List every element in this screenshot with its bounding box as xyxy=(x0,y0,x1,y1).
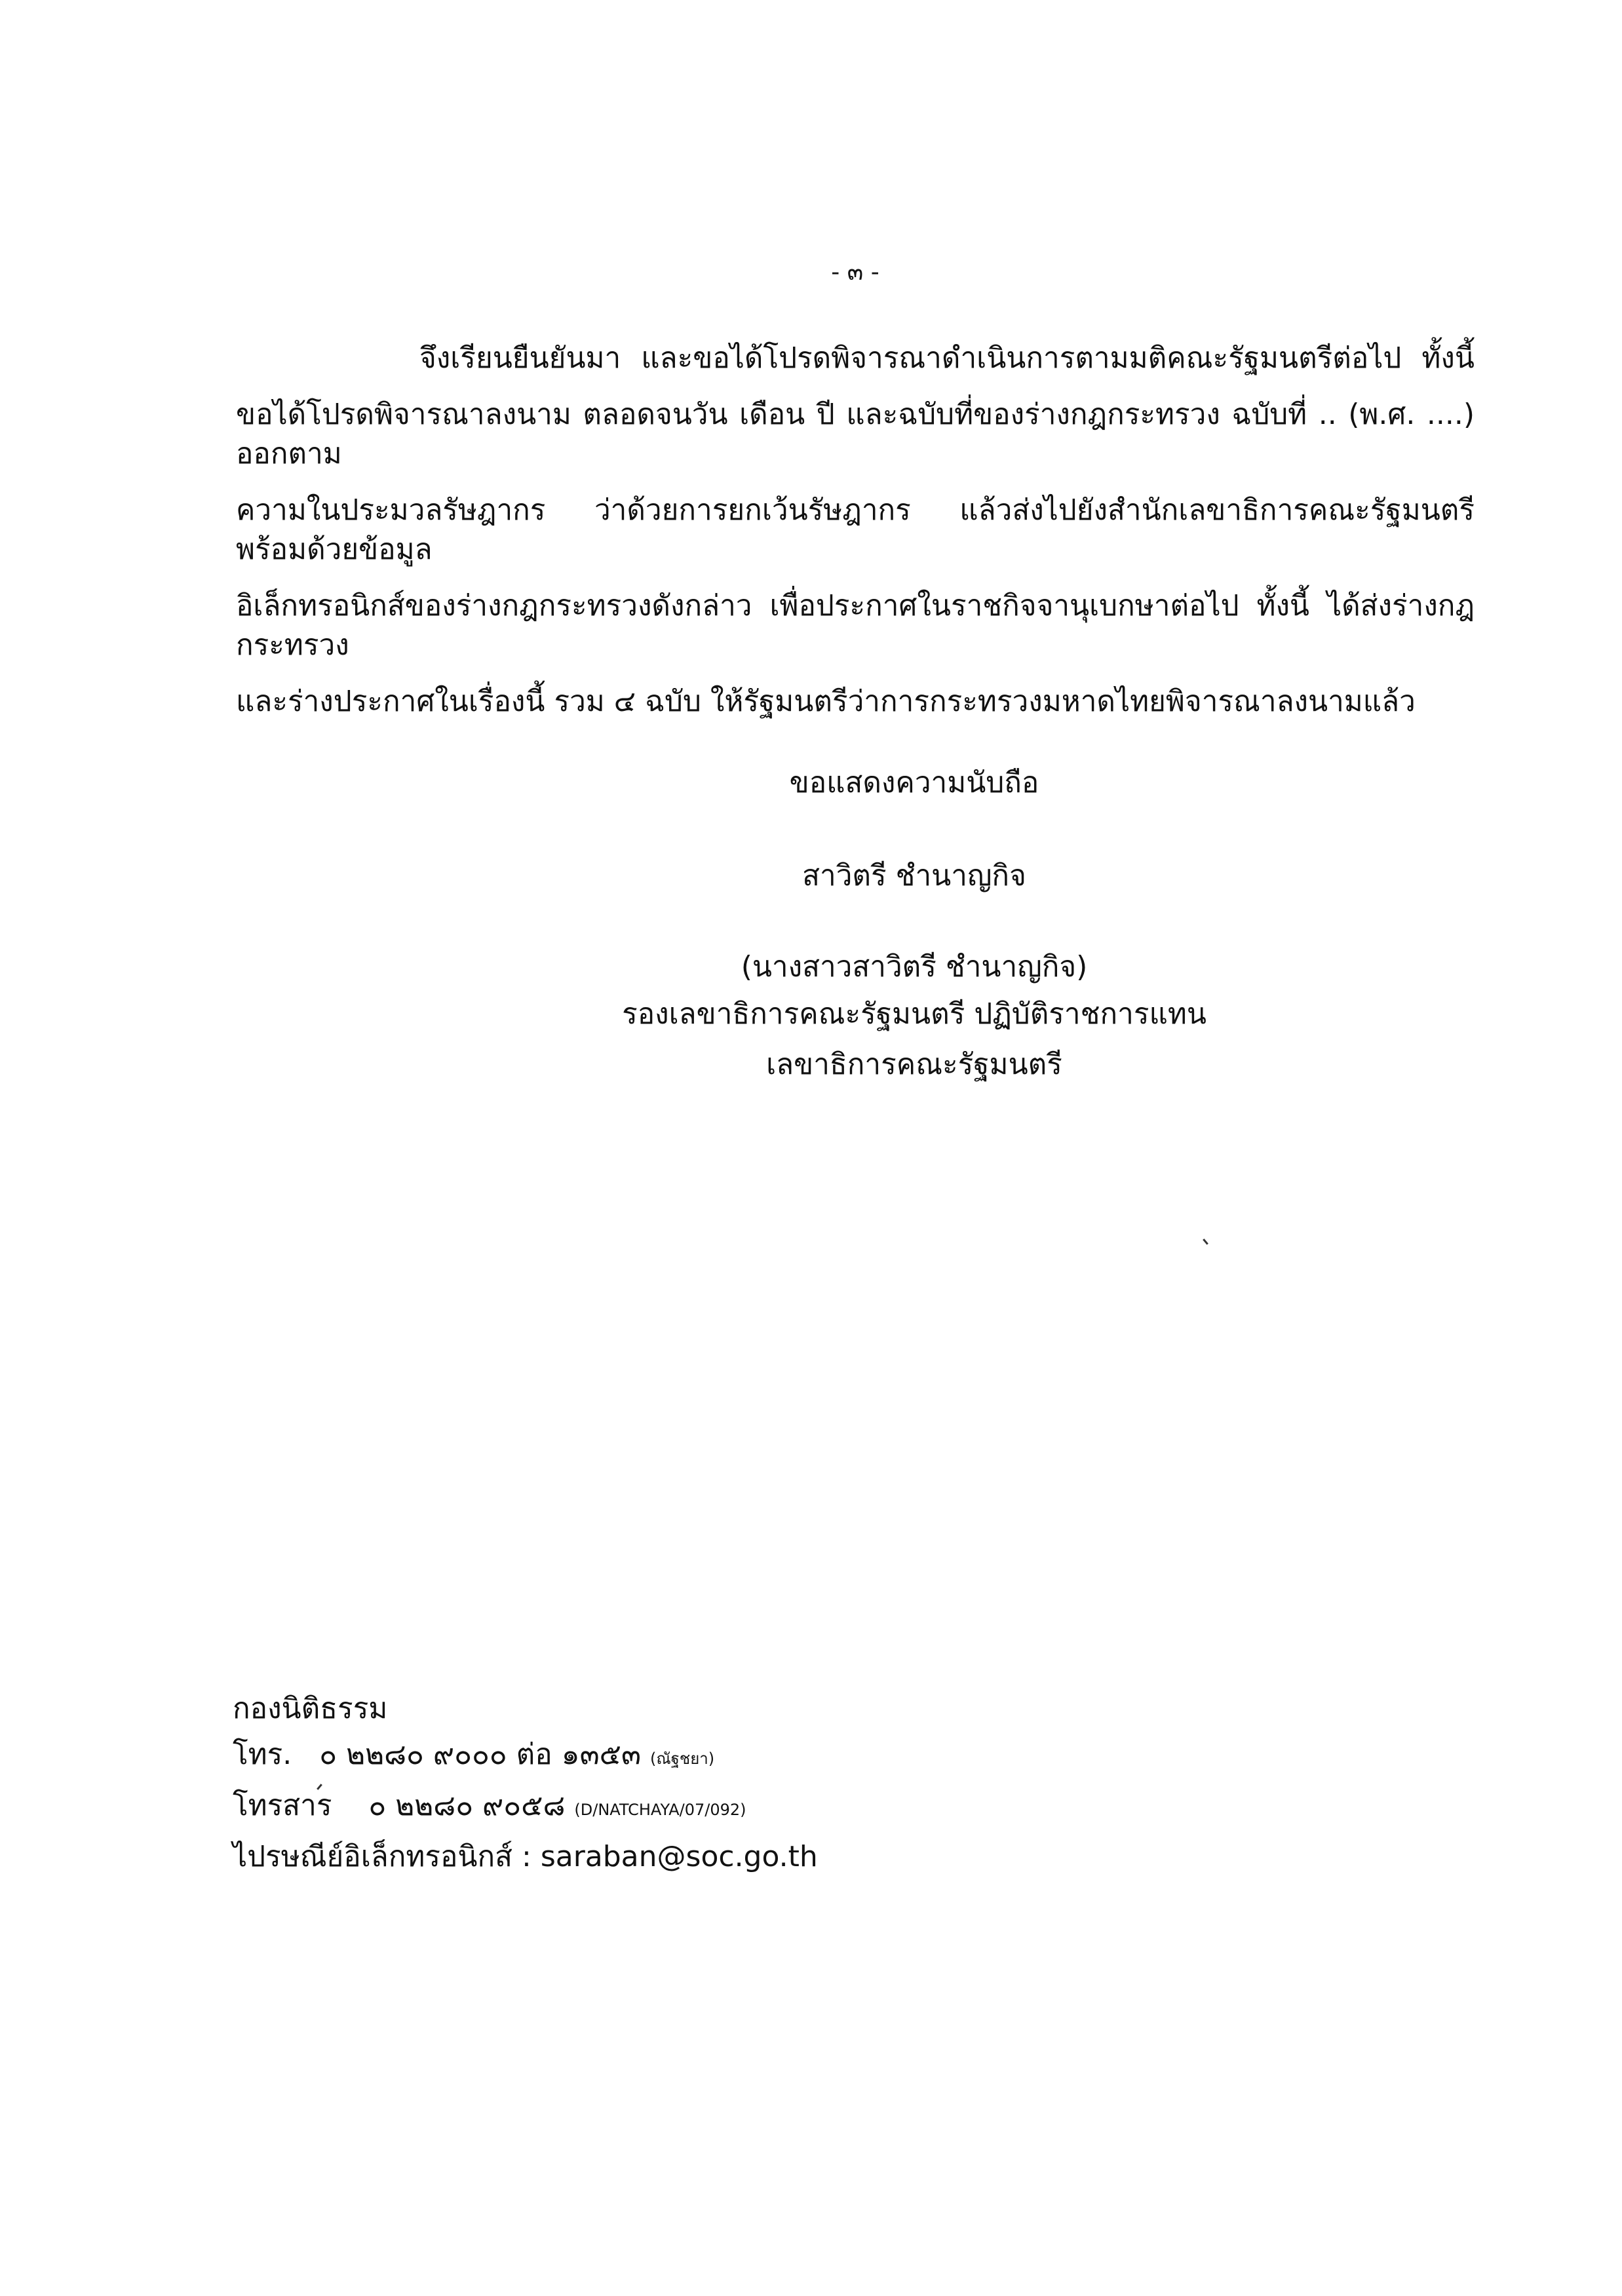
fax-note: (D/NATCHAYA/07/092) xyxy=(574,1801,746,1819)
signature: สาวิตรี ชำนาญกิจ xyxy=(802,859,1026,892)
signer-name: (นางสาวสาวิตรี ชำนาญกิจ) xyxy=(741,950,1088,984)
closing: ขอแสดงความนับถือ xyxy=(789,766,1039,799)
page-number: - ๓ - xyxy=(831,259,879,286)
paragraph-line: ขอได้โปรดพิจารณาลงนาม ตลอดจนวัน เดือน ปี และฉบับที่ของร่างกฎกระทรวง ฉบับที่ .. (พ.ศ. ....) ออกตาม xyxy=(236,398,1475,470)
footer-fax xyxy=(233,1786,1556,1829)
footer-phone xyxy=(233,1735,1556,1778)
body-paragraph xyxy=(0,339,1622,721)
signer-position-2: เลขาธิการคณะรัฐมนตรี xyxy=(766,1048,1062,1081)
phone-note: (ณัฐชยา) xyxy=(650,1750,715,1768)
email-label: ไปรษณีย์อิเล็กทรอนิกส์ : xyxy=(233,1840,531,1873)
footer-department: กองนิติธรรม xyxy=(233,1692,388,1725)
paragraph-line: และร่างประกาศในเรื่องนี้ รวม ๔ ฉบับ ให้รัฐมนตรีว่าการกระทรวงมหาดไทยพิจารณาลงนามแล้ว xyxy=(236,685,1416,718)
phone-number: ๐ ๒๒๘๐ ๙๐๐๐ ต่อ ๑๓๕๓ xyxy=(319,1738,642,1771)
footer-email xyxy=(233,1837,1556,1877)
fax-number: ๐ ๒๒๘๐ ๙๐๕๘ xyxy=(368,1789,566,1822)
email-address[interactable]: saraban@soc.go.th xyxy=(540,1840,818,1873)
fax-label: โทรสาร xyxy=(233,1789,332,1822)
paragraph-line: จึงเรียนยืนยันมา และขอได้โปรดพิจารณาดำเนินการตามมติคณะรัฐมนตรีต่อไป ทั้งนี้ xyxy=(419,341,1475,375)
phone-label: โทร. xyxy=(233,1738,292,1771)
paragraph-line: อิเล็กทรอนิกส์ของร่างกฎกระทรวงดังกล่าว เพื่อประกาศในราชกิจจานุเบกษาต่อไป ทั้งนี้ ได้ส่งร่างกฎกระทรวง xyxy=(236,589,1475,662)
signer-position: รองเลขาธิการคณะรัฐมนตรี ปฏิบัติราชการแทน xyxy=(622,997,1207,1031)
paragraph-line: ความในประมวลรัษฎากร ว่าด้วยการยกเว้นรัษฎากร แล้วส่งไปยังสำนักเลขาธิการคณะรัฐมนตรี พร้อมด้วยข้อมูล xyxy=(236,493,1475,566)
